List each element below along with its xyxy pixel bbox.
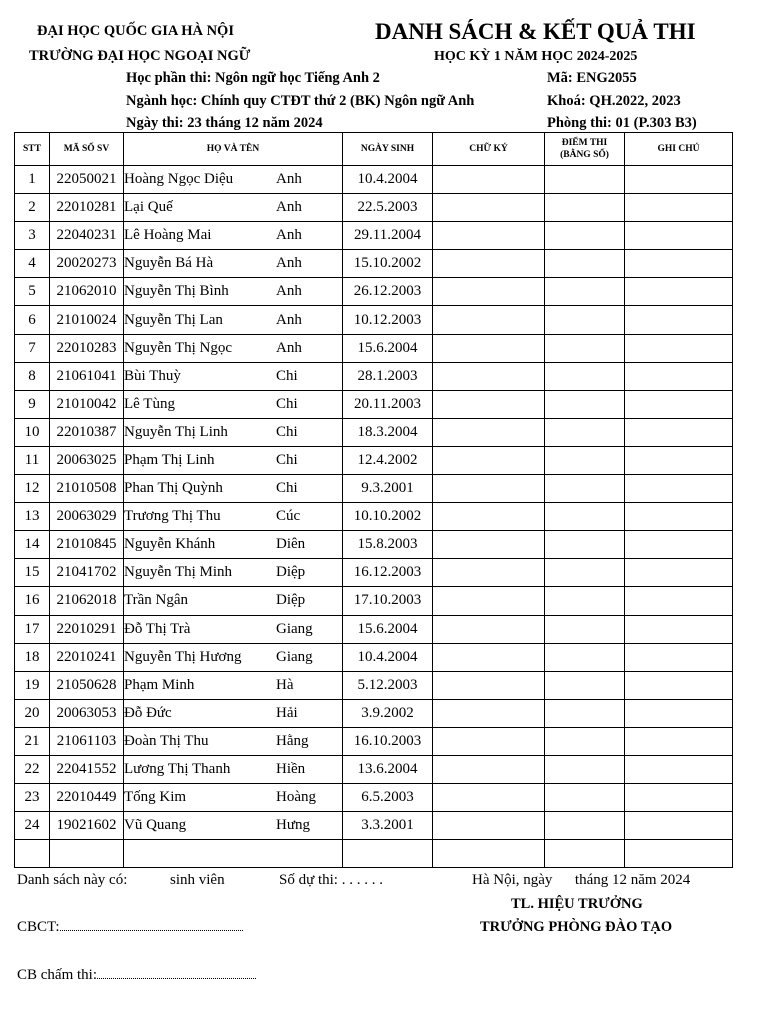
cell-score[interactable] <box>545 755 625 783</box>
cell-score[interactable] <box>545 615 625 643</box>
last-middle-name: Lê Tùng <box>124 395 175 412</box>
exam-room-label: Phòng thi: 01 (P.303 B3) <box>547 115 697 131</box>
cell-dob: 10.10.2002 <box>343 503 433 531</box>
table-row <box>15 559 733 587</box>
first-name: Giang <box>276 620 313 637</box>
cell-dob: 5.12.2003 <box>343 671 433 699</box>
cell-stt: 8 <box>15 362 50 390</box>
table-row <box>15 250 733 278</box>
exam-date-label: Ngày thi: 23 tháng 12 năm 2024 <box>126 115 323 131</box>
cell-note[interactable] <box>625 278 733 306</box>
cell-dob: 13.6.2004 <box>343 755 433 783</box>
first-name: Chi <box>276 395 298 412</box>
cell-stt: 2 <box>15 194 50 222</box>
cell-dob: 9.3.2001 <box>343 475 433 503</box>
first-name: Anh <box>276 199 302 216</box>
cell-dob: 3.9.2002 <box>343 699 433 727</box>
table-row <box>15 784 733 812</box>
table-row <box>15 475 733 503</box>
cell-dob: 16.12.2003 <box>343 559 433 587</box>
cell-dob: 3.3.2001 <box>343 812 433 840</box>
first-name: Cúc <box>276 508 301 525</box>
cell-signature[interactable] <box>433 194 545 222</box>
signatory-title-1: TL. HIỆU TRƯỞNG <box>511 896 643 912</box>
cell-student-id: 22010387 <box>50 418 124 446</box>
cell-signature[interactable] <box>433 503 545 531</box>
last-middle-name: Vũ Quang <box>124 817 187 834</box>
cell-signature[interactable] <box>433 784 545 812</box>
cell-stt: 10 <box>15 418 50 446</box>
last-middle-name: Đỗ Đức <box>124 704 172 721</box>
cell-stt: 3 <box>15 222 50 250</box>
first-name: Hoàng <box>276 789 316 806</box>
cell-signature[interactable] <box>433 306 545 334</box>
cell-dob: 6.5.2003 <box>343 784 433 812</box>
empty-row <box>15 840 733 868</box>
last-middle-name: Lương Thị Thanh <box>124 761 231 778</box>
grader-label: CB chấm thi: <box>17 967 97 983</box>
cell-full-name <box>124 418 343 446</box>
cell-signature[interactable] <box>433 250 545 278</box>
grader-signature-line <box>17 967 256 984</box>
last-middle-name: Bùi Thuỳ <box>124 367 181 384</box>
table-row <box>15 727 733 755</box>
cell-student-id: 22010283 <box>50 334 124 362</box>
table-row <box>15 643 733 671</box>
cell-note[interactable] <box>625 334 733 362</box>
cell-stt: 1 <box>15 166 50 194</box>
cell-note[interactable] <box>625 727 733 755</box>
cell-note[interactable] <box>625 503 733 531</box>
cell-note[interactable] <box>625 643 733 671</box>
table-row <box>15 699 733 727</box>
cell-full-name <box>124 194 343 222</box>
school-name: TRƯỜNG ĐẠI HỌC NGOẠI NGỮ <box>29 48 251 64</box>
cell-signature[interactable] <box>433 166 545 194</box>
cell-student-id: 21041702 <box>50 559 124 587</box>
first-name: Hằng <box>276 732 309 749</box>
last-middle-name: Đỗ Thị Trà <box>124 620 191 637</box>
cell-stt: 17 <box>15 615 50 643</box>
cell-note[interactable] <box>625 784 733 812</box>
cell-student-id: 21050628 <box>50 671 124 699</box>
cell-student-id: 21061103 <box>50 727 124 755</box>
first-name: Anh <box>276 227 302 244</box>
cell-score[interactable] <box>545 784 625 812</box>
cohort-label: Khoá: QH.2022, 2023 <box>547 93 681 109</box>
cell-note[interactable] <box>625 615 733 643</box>
cell-note[interactable] <box>625 306 733 334</box>
table-body <box>15 166 733 868</box>
proctor-dotted-line <box>60 920 243 931</box>
last-middle-name: Trần Ngân <box>124 592 189 609</box>
last-middle-name: Hoàng Ngọc Diệu <box>124 171 234 188</box>
last-middle-name: Nguyễn Thị Ngọc <box>124 339 233 356</box>
cell-note[interactable] <box>625 559 733 587</box>
first-name: Anh <box>276 171 302 188</box>
cell-stt: 22 <box>15 755 50 783</box>
cell-stt: 18 <box>15 643 50 671</box>
cell-stt: 24 <box>15 812 50 840</box>
cell-signature[interactable] <box>433 418 545 446</box>
first-name: Chi <box>276 451 298 468</box>
cell-student-id: 21010024 <box>50 306 124 334</box>
cell-full-name <box>124 784 343 812</box>
cell-stt: 20 <box>15 699 50 727</box>
col-header-score <box>545 133 625 166</box>
cell-student-id: 21061041 <box>50 362 124 390</box>
cell-student-id: 19021602 <box>50 812 124 840</box>
count-label: Danh sách này có: <box>17 872 128 888</box>
cell-score[interactable] <box>545 446 625 474</box>
cell-stt: 13 <box>15 503 50 531</box>
first-name: Chi <box>276 423 298 440</box>
empty-cell <box>15 840 50 868</box>
table-row <box>15 531 733 559</box>
table-row <box>15 390 733 418</box>
major-label: Ngành học: Chính quy CTĐT thứ 2 (BK) Ngôn ngữ Anh <box>126 93 475 109</box>
cell-signature[interactable] <box>433 334 545 362</box>
table-row <box>15 334 733 362</box>
first-name: Diệp <box>276 592 306 609</box>
col-header-score-line2: (BẰNG SỐ) <box>560 150 609 160</box>
cell-score[interactable] <box>545 531 625 559</box>
cell-dob: 28.1.2003 <box>343 362 433 390</box>
cell-note[interactable] <box>625 755 733 783</box>
empty-cell <box>625 840 733 868</box>
cell-full-name <box>124 278 343 306</box>
cell-full-name <box>124 475 343 503</box>
cell-dob: 17.10.2003 <box>343 587 433 615</box>
cell-signature[interactable] <box>433 699 545 727</box>
cell-score[interactable] <box>545 334 625 362</box>
cell-note[interactable] <box>625 250 733 278</box>
cell-student-id: 22041552 <box>50 755 124 783</box>
cell-score[interactable] <box>545 362 625 390</box>
first-name: Giang <box>276 648 313 665</box>
last-middle-name: Lại Quế <box>124 199 173 216</box>
cell-full-name <box>124 755 343 783</box>
cell-signature[interactable] <box>433 615 545 643</box>
cell-note[interactable] <box>625 475 733 503</box>
last-middle-name: Nguyễn Thị Hương <box>124 648 242 665</box>
first-name: Anh <box>276 255 302 272</box>
university-name: ĐẠI HỌC QUỐC GIA HÀ NỘI <box>37 23 234 39</box>
cell-student-id: 22010281 <box>50 194 124 222</box>
cell-note[interactable] <box>625 812 733 840</box>
table-row <box>15 362 733 390</box>
cell-note[interactable] <box>625 194 733 222</box>
cell-score[interactable] <box>545 559 625 587</box>
cell-signature[interactable] <box>433 559 545 587</box>
last-middle-name: Nguyễn Bá Hà <box>124 255 214 272</box>
cell-signature[interactable] <box>433 362 545 390</box>
cell-note[interactable] <box>625 699 733 727</box>
cell-signature[interactable] <box>433 727 545 755</box>
cell-score[interactable] <box>545 812 625 840</box>
grader-dotted-line <box>97 968 256 979</box>
last-middle-name: Nguyễn Thị Lan <box>124 311 223 328</box>
first-name: Chi <box>276 480 298 497</box>
cell-score[interactable] <box>545 222 625 250</box>
cell-stt: 23 <box>15 784 50 812</box>
cell-full-name <box>124 531 343 559</box>
cell-student-id: 20020273 <box>50 250 124 278</box>
first-name: Hiền <box>276 761 306 778</box>
cell-note[interactable] <box>625 446 733 474</box>
empty-cell <box>343 840 433 868</box>
table-row <box>15 812 733 840</box>
cell-student-id: 22010449 <box>50 784 124 812</box>
cell-score[interactable] <box>545 503 625 531</box>
document-title: DANH SÁCH & KẾT QUẢ THI <box>375 19 696 44</box>
cell-full-name <box>124 222 343 250</box>
cell-score[interactable] <box>545 166 625 194</box>
cell-stt: 6 <box>15 306 50 334</box>
cell-stt: 16 <box>15 587 50 615</box>
table-row <box>15 222 733 250</box>
cell-full-name <box>124 615 343 643</box>
table-header-row <box>15 133 733 166</box>
cell-score[interactable] <box>545 306 625 334</box>
cell-note[interactable] <box>625 362 733 390</box>
cell-full-name <box>124 166 343 194</box>
first-name: Diên <box>276 536 306 553</box>
cell-stt: 19 <box>15 671 50 699</box>
table-row <box>15 418 733 446</box>
signatory-title-2: TRƯỞNG PHÒNG ĐÀO TẠO <box>480 919 673 935</box>
cell-stt: 11 <box>15 446 50 474</box>
table-row <box>15 166 733 194</box>
cell-full-name <box>124 250 343 278</box>
cell-stt: 14 <box>15 531 50 559</box>
cell-full-name <box>124 559 343 587</box>
cell-student-id: 22040231 <box>50 222 124 250</box>
cell-student-id: 20063025 <box>50 446 124 474</box>
cell-note[interactable] <box>625 222 733 250</box>
cell-full-name <box>124 812 343 840</box>
semester-label: HỌC KỲ 1 NĂM HỌC 2024-2025 <box>434 49 638 64</box>
cell-full-name <box>124 306 343 334</box>
cell-note[interactable] <box>625 671 733 699</box>
cell-full-name <box>124 390 343 418</box>
proctor-label: CBCT: <box>17 919 60 935</box>
cell-dob: 12.4.2002 <box>343 446 433 474</box>
present-count-label: Số dự thi: . . . . . . <box>279 872 383 888</box>
cell-student-id: 22010241 <box>50 643 124 671</box>
last-middle-name: Phan Thị Quỳnh <box>124 480 223 497</box>
cell-signature[interactable] <box>433 446 545 474</box>
col-header-note: GHI CHÚ <box>625 133 733 166</box>
cell-score[interactable] <box>545 390 625 418</box>
cell-note[interactable] <box>625 587 733 615</box>
cell-dob: 15.6.2004 <box>343 334 433 362</box>
cell-score[interactable] <box>545 278 625 306</box>
cell-full-name <box>124 334 343 362</box>
cell-note[interactable] <box>625 166 733 194</box>
cell-dob: 10.12.2003 <box>343 306 433 334</box>
table-row <box>15 755 733 783</box>
cell-dob: 16.10.2003 <box>343 727 433 755</box>
cell-student-id: 21010508 <box>50 475 124 503</box>
col-header-stt: STT <box>15 133 50 166</box>
table-row <box>15 671 733 699</box>
empty-cell <box>50 840 124 868</box>
cell-score[interactable] <box>545 194 625 222</box>
cell-score[interactable] <box>545 643 625 671</box>
table-row <box>15 194 733 222</box>
first-name: Hải <box>276 704 298 721</box>
cell-student-id: 20063053 <box>50 699 124 727</box>
empty-cell <box>545 840 625 868</box>
student-roster-table <box>14 132 733 868</box>
last-middle-name: Đoàn Thị Thu <box>124 732 209 749</box>
cell-dob: 29.11.2004 <box>343 222 433 250</box>
cell-stt: 7 <box>15 334 50 362</box>
cell-signature[interactable] <box>433 278 545 306</box>
cell-score[interactable] <box>545 475 625 503</box>
cell-dob: 15.6.2004 <box>343 615 433 643</box>
last-middle-name: Nguyễn Khánh <box>124 536 216 553</box>
table-row <box>15 503 733 531</box>
count-unit: sinh viên <box>170 872 225 888</box>
col-header-score-line1: ĐIỂM THI <box>561 138 608 148</box>
course-label: Học phần thi: Ngôn ngữ học Tiếng Anh 2 <box>126 70 380 86</box>
cell-full-name <box>124 587 343 615</box>
cell-full-name <box>124 446 343 474</box>
cell-signature[interactable] <box>433 390 545 418</box>
cell-signature[interactable] <box>433 222 545 250</box>
last-middle-name: Nguyễn Thị Minh <box>124 564 233 581</box>
cell-dob: 10.4.2004 <box>343 643 433 671</box>
cell-stt: 9 <box>15 390 50 418</box>
cell-score[interactable] <box>545 418 625 446</box>
last-middle-name: Nguyễn Thị Linh <box>124 423 228 440</box>
cell-score[interactable] <box>545 699 625 727</box>
first-name: Chi <box>276 367 298 384</box>
last-middle-name: Nguyễn Thị Bình <box>124 283 229 300</box>
cell-signature[interactable] <box>433 812 545 840</box>
cell-score[interactable] <box>545 587 625 615</box>
cell-signature[interactable] <box>433 643 545 671</box>
cell-score[interactable] <box>545 727 625 755</box>
cell-score[interactable] <box>545 671 625 699</box>
cell-signature[interactable] <box>433 671 545 699</box>
cell-student-id: 22010291 <box>50 615 124 643</box>
last-middle-name: Phạm Minh <box>124 676 195 693</box>
cell-stt: 15 <box>15 559 50 587</box>
cell-note[interactable] <box>625 390 733 418</box>
cell-full-name <box>124 503 343 531</box>
last-middle-name: Lê Hoàng Mai <box>124 227 212 244</box>
cell-stt: 12 <box>15 475 50 503</box>
col-header-full-name: HỌ VÀ TÊN <box>124 133 343 166</box>
first-name: Diệp <box>276 564 306 581</box>
table-row <box>15 587 733 615</box>
first-name: Hưng <box>276 817 310 834</box>
course-code: Mã: ENG2055 <box>547 70 637 86</box>
cell-signature[interactable] <box>433 587 545 615</box>
empty-cell <box>124 840 343 868</box>
cell-dob: 15.10.2002 <box>343 250 433 278</box>
cell-dob: 26.12.2003 <box>343 278 433 306</box>
cell-full-name <box>124 699 343 727</box>
first-name: Anh <box>276 311 302 328</box>
cell-signature[interactable] <box>433 475 545 503</box>
table-row <box>15 446 733 474</box>
cell-signature[interactable] <box>433 755 545 783</box>
cell-dob: 15.8.2003 <box>343 531 433 559</box>
cell-dob: 18.3.2004 <box>343 418 433 446</box>
first-name: Anh <box>276 339 302 356</box>
last-middle-name: Trương Thị Thu <box>124 508 221 525</box>
cell-stt: 21 <box>15 727 50 755</box>
last-middle-name: Tống Kim <box>124 789 187 806</box>
cell-student-id: 22050021 <box>50 166 124 194</box>
cell-note[interactable] <box>625 418 733 446</box>
table-row <box>15 306 733 334</box>
cell-student-id: 21010845 <box>50 531 124 559</box>
col-header-signature: CHỮ KÝ <box>433 133 545 166</box>
cell-dob: 10.4.2004 <box>343 166 433 194</box>
cell-full-name <box>124 362 343 390</box>
cell-student-id: 21062018 <box>50 587 124 615</box>
cell-full-name <box>124 643 343 671</box>
cell-full-name <box>124 671 343 699</box>
cell-stt: 5 <box>15 278 50 306</box>
table-row <box>15 615 733 643</box>
last-middle-name: Phạm Thị Linh <box>124 451 215 468</box>
first-name: Anh <box>276 283 302 300</box>
cell-student-id: 20063029 <box>50 503 124 531</box>
cell-full-name <box>124 727 343 755</box>
cell-signature[interactable] <box>433 531 545 559</box>
cell-student-id: 21062010 <box>50 278 124 306</box>
cell-note[interactable] <box>625 531 733 559</box>
cell-dob: 20.11.2003 <box>343 390 433 418</box>
cell-dob: 22.5.2003 <box>343 194 433 222</box>
first-name: Hà <box>276 676 294 693</box>
proctor-signature-line <box>17 919 243 936</box>
cell-score[interactable] <box>545 250 625 278</box>
cell-stt: 4 <box>15 250 50 278</box>
col-header-student-id: MÃ SỐ SV <box>50 133 124 166</box>
col-header-dob: NGÀY SINH <box>343 133 433 166</box>
table-row <box>15 278 733 306</box>
cell-student-id: 21010042 <box>50 390 124 418</box>
place-date-label: Hà Nội, ngày tháng 12 năm 2024 <box>472 872 691 888</box>
empty-cell <box>433 840 545 868</box>
